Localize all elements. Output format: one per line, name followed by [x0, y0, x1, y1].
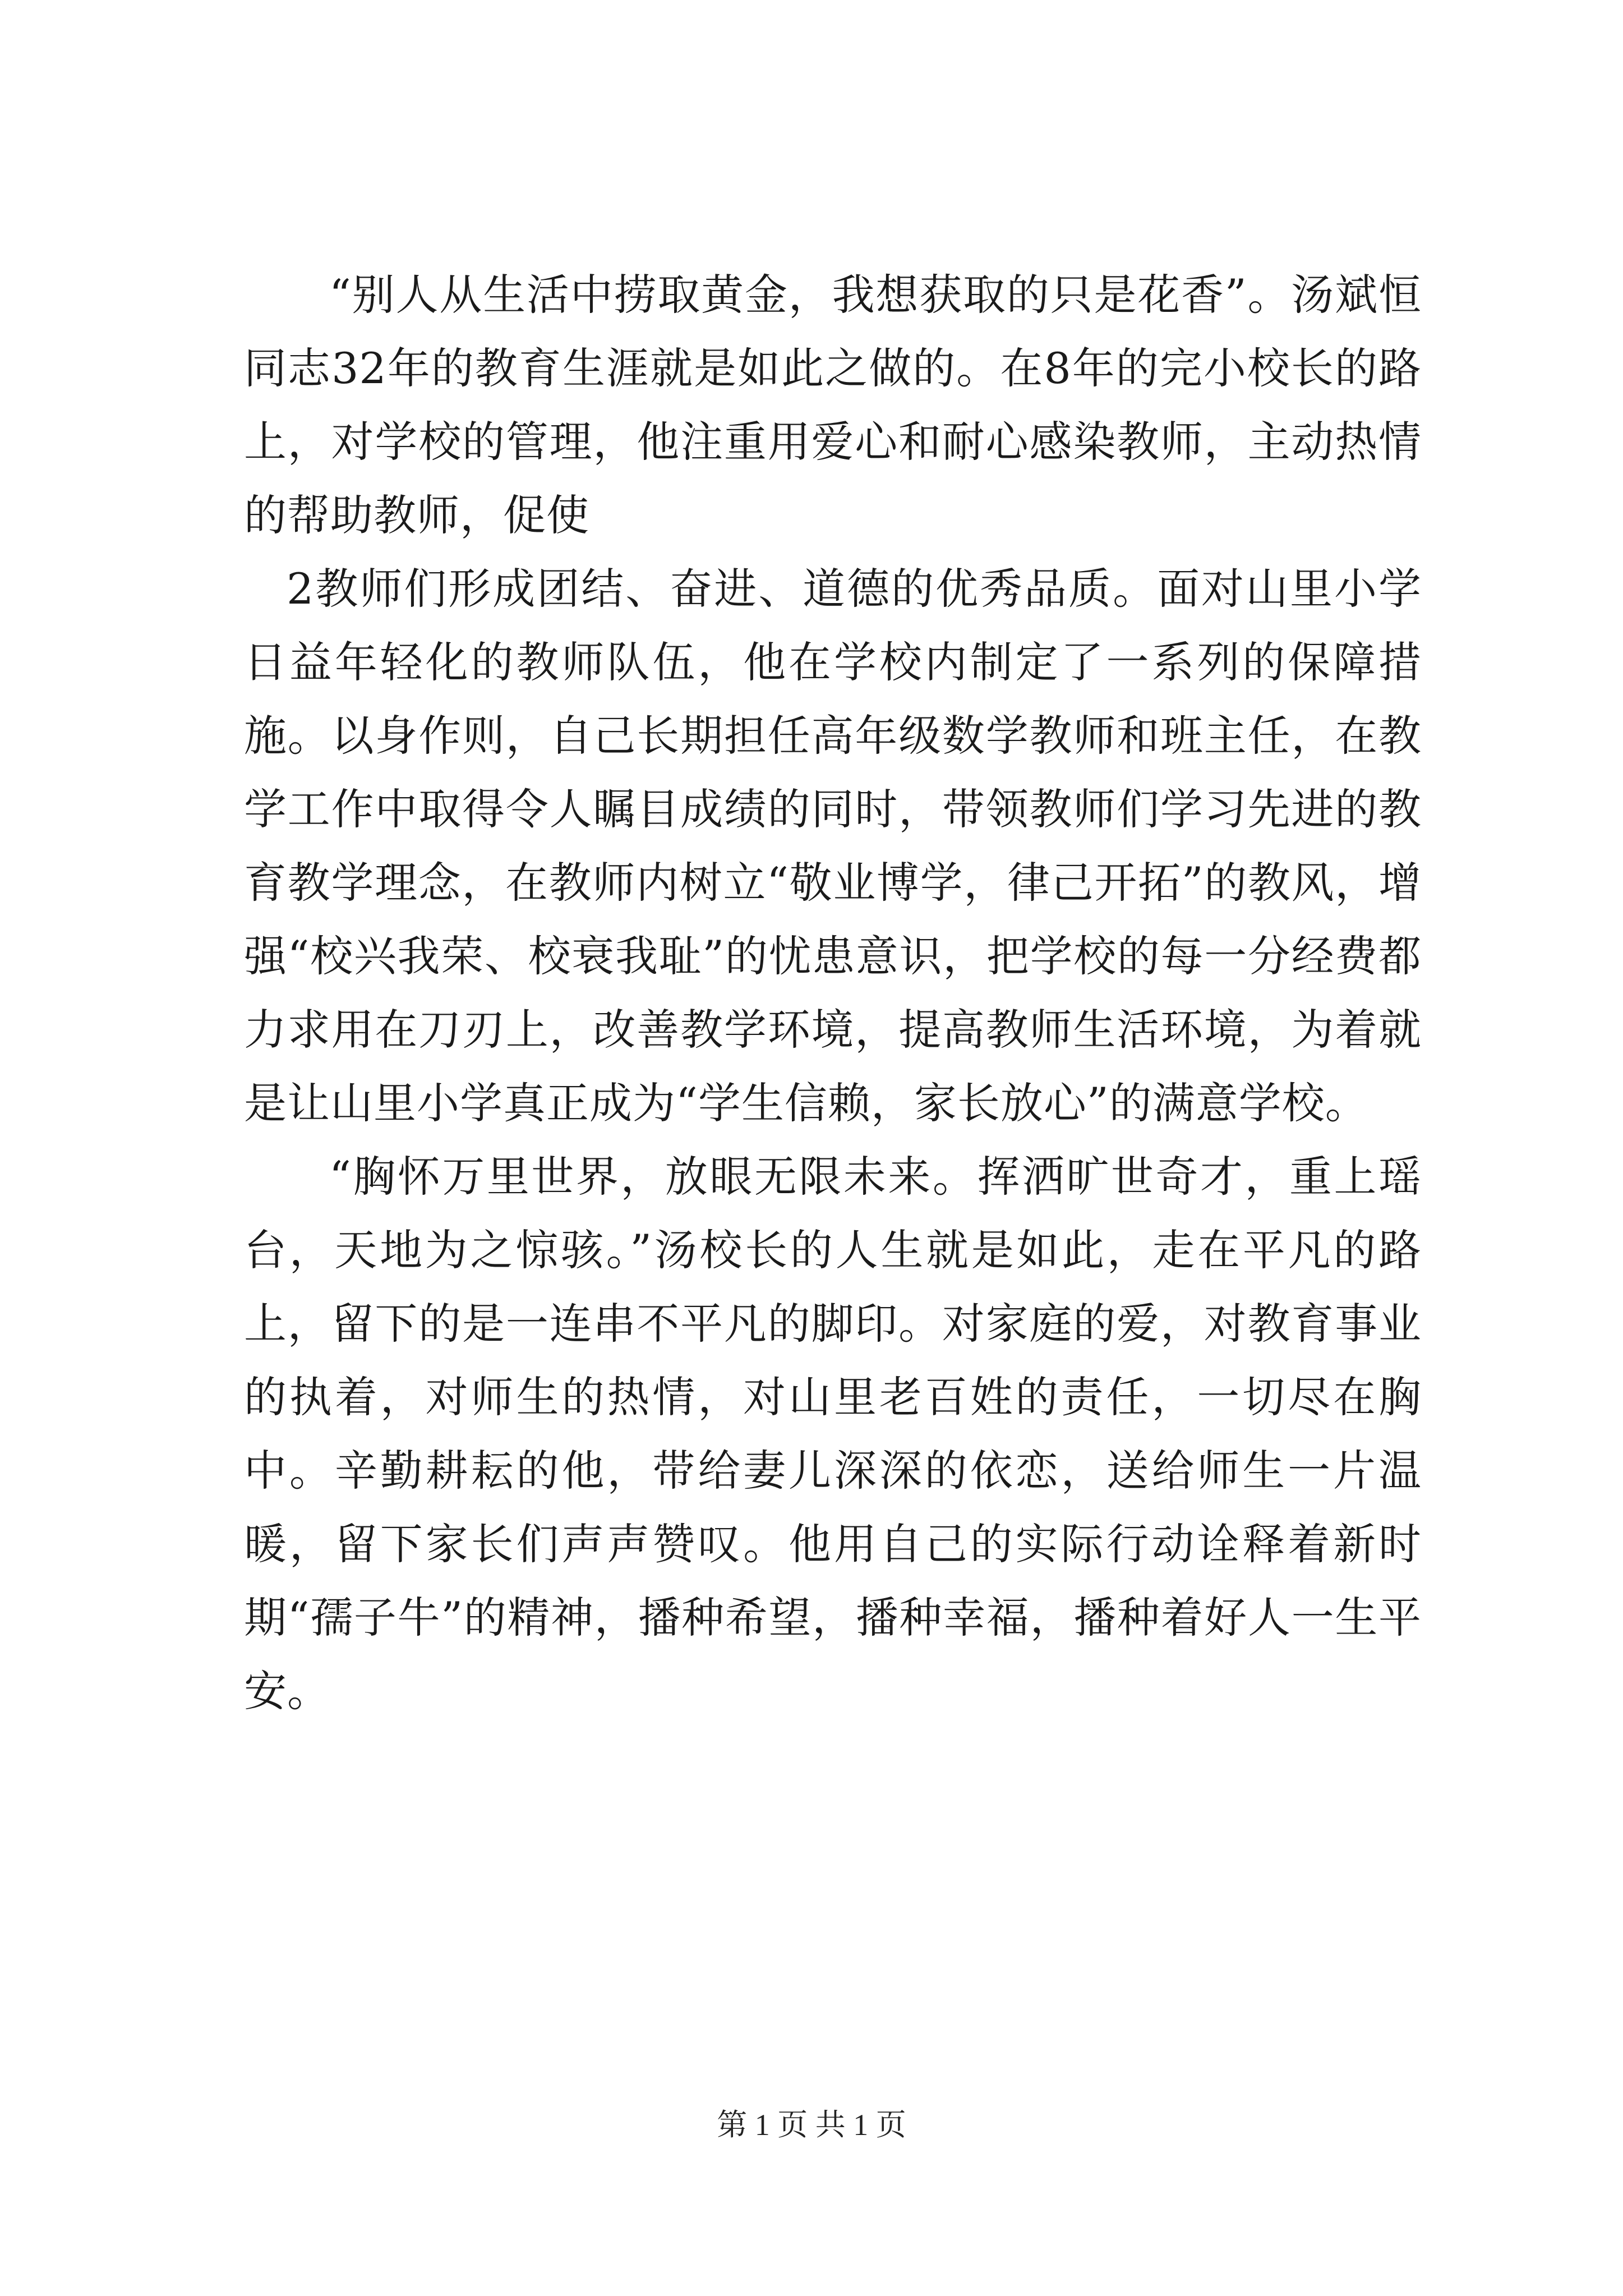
paragraph-2: 2教师们形成团结、奋进、道德的优秀品质。面对山里小学日益年轻化的教师队伍，他在学校内制定了一系列的保障措施。以身作则，自己长期担任高年级数学教师和班主任，在教学工作中取得令人瞩目成绩的同时，带领教师们学习先进的教育教学理念，在教师内树立“敬业博学，律己开拓”的教风，增强“校兴我荣、校衰我耻”的忧患意识，把学校的每一分经费都力求用在刀刃上，改善教学环境，提高教师生活环境，为着就是让山里小学真正成为“学生信赖，家长放心”的满意学校。 — [244, 564, 1422, 1128]
paragraph-3: “胸怀万里世界，放眼无限未来。挥洒旷世奇才，重上瑶台，天地为之惊骇。”汤校长的人生就是如此，走在平凡的路上，留下的是一连串不平凡的脚印。对家庭的爱，对教育事业的执着，对师生的热情，对山里老百姓的责任，一切尽在胸中。辛勤耕耘的他，带给妻儿深深的依恋，送给师生一片温暖，留下家长们声声赞叹。他用自己的实际行动诠释着新时期“孺子牛”的精神，播种希望，播种幸福，播种着好人一生平安。 — [244, 1152, 1422, 1716]
document-body — [244, 258, 1422, 1728]
page-number-footer: 第 1 页 共 1 页 — [717, 2108, 906, 2142]
paragraph-1: “别人从生活中捞取黄金，我想获取的只是花香”。汤斌恒同志32年的教育生涯就是如此之做的。在8年的完小校长的路上，对学校的管理，他注重用爱心和耐心感染教师，主动热情的帮助教师，促使 — [244, 270, 1422, 540]
